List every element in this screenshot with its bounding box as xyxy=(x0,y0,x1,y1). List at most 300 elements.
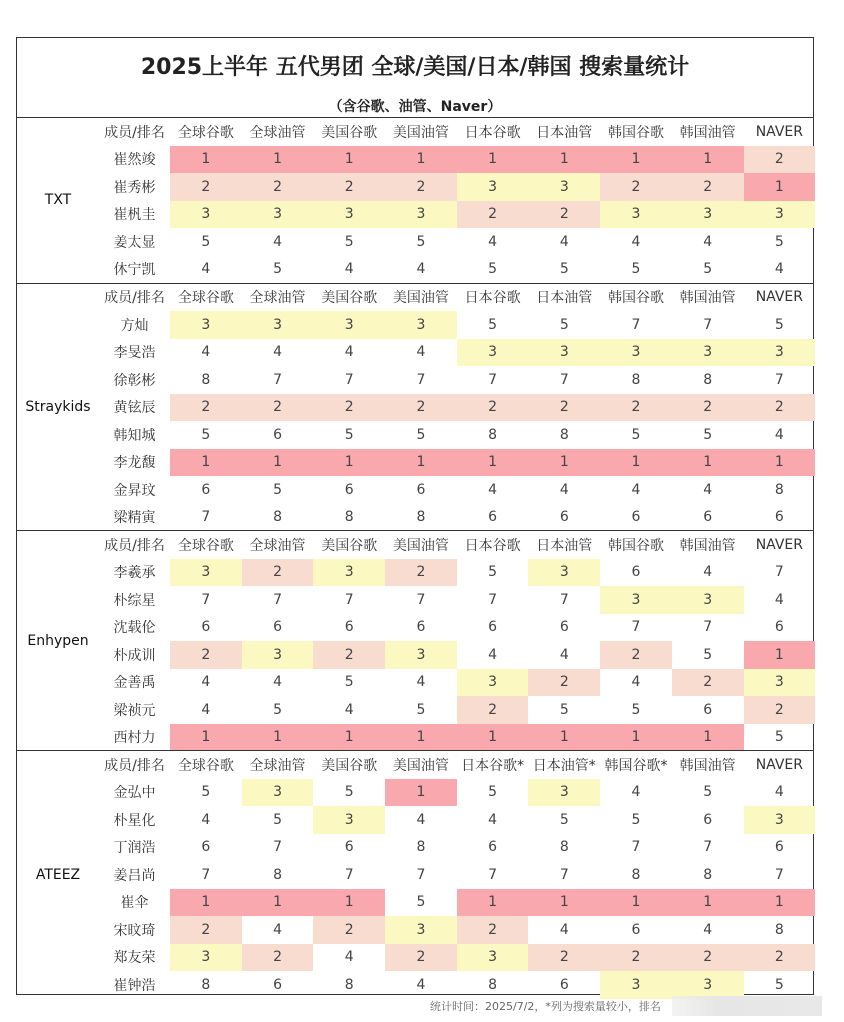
member-name: 沈载伦 xyxy=(113,620,156,637)
rank-cell: 6 xyxy=(631,921,641,938)
rank-cell: 8 xyxy=(416,839,426,856)
rank-cell: 2 xyxy=(313,394,385,422)
stats-sheet xyxy=(16,37,814,995)
rank-cell: 6 xyxy=(774,509,784,526)
column-header: 韩国油管 xyxy=(679,757,736,774)
rank-cell: 4 xyxy=(488,646,498,663)
header-row xyxy=(99,118,813,146)
member-name: 梁祯元 xyxy=(113,702,156,719)
column-header: NAVER xyxy=(755,123,803,140)
rank-cell: 1 xyxy=(170,889,242,917)
rank-cell: 2 xyxy=(457,394,529,422)
rank-cell: 3 xyxy=(313,201,385,229)
column-header: 全球谷歌 xyxy=(177,124,234,141)
column-header: 成员/排名 xyxy=(104,537,165,554)
table-row xyxy=(99,173,813,201)
table-row xyxy=(99,971,813,999)
rank-cell: 2 xyxy=(600,394,672,422)
rank-cell: 2 xyxy=(242,173,314,201)
rank-cell: 6 xyxy=(774,619,784,636)
rank-cell: 1 xyxy=(242,146,314,174)
column-header: NAVER xyxy=(755,756,803,773)
rank-cell: 4 xyxy=(631,233,641,250)
table-row xyxy=(99,669,813,697)
rank-cell: 6 xyxy=(631,564,641,581)
table-row xyxy=(99,586,813,614)
rank-cell: 1 xyxy=(313,724,385,752)
rank-cell: 8 xyxy=(201,976,211,993)
column-header: 日本油管* xyxy=(532,757,596,774)
rank-cell: 7 xyxy=(201,591,211,608)
rank-cell: 5 xyxy=(774,316,784,333)
rank-cell: 7 xyxy=(344,591,354,608)
rank-cell: 5 xyxy=(344,674,354,691)
rank-cell: 4 xyxy=(559,481,569,498)
rank-cell: 4 xyxy=(416,261,426,278)
table-row xyxy=(99,366,813,394)
column-header: 日本谷歌* xyxy=(461,757,525,774)
rank-cell: 1 xyxy=(313,889,385,917)
member-name: 朴星化 xyxy=(113,812,156,829)
rank-cell: 5 xyxy=(488,316,498,333)
table-row xyxy=(99,806,813,834)
member-name: 姜吕尚 xyxy=(113,867,156,884)
table-row xyxy=(99,228,813,256)
rank-cell: 2 xyxy=(744,944,816,972)
rank-cell: 3 xyxy=(744,339,816,367)
group-section xyxy=(17,750,813,998)
rank-cell: 1 xyxy=(457,889,529,917)
member-name: 徐彰彬 xyxy=(113,372,156,389)
column-header: 全球谷歌 xyxy=(177,537,234,554)
table-row xyxy=(99,779,813,807)
column-header: NAVER xyxy=(755,289,803,306)
rank-cell: 4 xyxy=(559,921,569,938)
rank-cell: 4 xyxy=(201,811,211,828)
rank-cell: 2 xyxy=(170,641,242,669)
rank-cell: 5 xyxy=(631,701,641,718)
rank-cell: 5 xyxy=(774,233,784,250)
table-row xyxy=(99,861,813,889)
rank-cell: 5 xyxy=(416,426,426,443)
rank-cell: 1 xyxy=(457,724,529,752)
rank-cell: 2 xyxy=(672,944,744,972)
rank-cell: 2 xyxy=(385,394,457,422)
table-row xyxy=(99,146,813,174)
group-name: Enhypen xyxy=(27,632,89,649)
rank-cell: 5 xyxy=(416,701,426,718)
rank-cell: 5 xyxy=(273,261,282,278)
rank-cell: 5 xyxy=(416,894,426,911)
rank-cell: 4 xyxy=(703,233,713,250)
rank-cell: 2 xyxy=(385,173,457,201)
rank-cell: 1 xyxy=(385,779,457,807)
rank-cell: 4 xyxy=(344,261,354,278)
rank-cell: 7 xyxy=(559,591,569,608)
column-header: 美国谷歌 xyxy=(321,757,378,774)
member-name: 西村力 xyxy=(113,730,156,747)
rank-cell: 4 xyxy=(273,344,282,361)
column-header: 韩国谷歌 xyxy=(607,537,664,554)
rank-cell: 1 xyxy=(170,449,242,477)
rank-cell: 5 xyxy=(488,784,498,801)
rank-cell: 1 xyxy=(528,146,600,174)
rank-cell: 2 xyxy=(672,394,744,422)
member-name: 梁精寅 xyxy=(113,510,156,527)
rank-cell: 5 xyxy=(559,701,569,718)
rank-cell: 4 xyxy=(631,674,641,691)
rank-cell: 5 xyxy=(344,426,354,443)
column-header: 美国谷歌 xyxy=(321,290,378,307)
rank-cell: 3 xyxy=(313,559,385,587)
rank-cell: 1 xyxy=(385,449,457,477)
column-header: 日本油管 xyxy=(536,124,593,141)
rank-cell: 6 xyxy=(344,481,354,498)
column-header: 日本谷歌 xyxy=(464,290,521,307)
column-header: 成员/排名 xyxy=(104,757,165,774)
rank-cell: 7 xyxy=(703,316,713,333)
rank-cell: 3 xyxy=(385,916,457,944)
rank-cell: 3 xyxy=(170,944,242,972)
rank-cell: 3 xyxy=(385,641,457,669)
rank-cell: 7 xyxy=(344,866,354,883)
rank-cell: 3 xyxy=(457,339,529,367)
rank-cell: 5 xyxy=(201,784,211,801)
member-name: 朴成训 xyxy=(113,647,156,664)
member-name: 崔然竣 xyxy=(113,152,156,169)
header-row xyxy=(99,284,813,312)
rank-cell: 7 xyxy=(201,866,211,883)
column-header: 日本谷歌 xyxy=(464,124,521,141)
rank-cell: 7 xyxy=(559,866,569,883)
rank-cell: 8 xyxy=(273,866,282,883)
table-row xyxy=(99,504,813,532)
rank-cell: 8 xyxy=(488,976,498,993)
rank-cell: 8 xyxy=(774,921,784,938)
rank-cell: 7 xyxy=(416,866,426,883)
rank-cell: 6 xyxy=(273,619,282,636)
rank-cell: 1 xyxy=(313,146,385,174)
rank-cell: 5 xyxy=(559,261,569,278)
rank-cell: 3 xyxy=(528,559,600,587)
rank-cell: 6 xyxy=(703,701,713,718)
rank-cell: 1 xyxy=(528,889,600,917)
rank-cell: 4 xyxy=(201,701,211,718)
rank-cell: 8 xyxy=(774,481,784,498)
rank-cell: 7 xyxy=(631,619,641,636)
rank-cell: 7 xyxy=(416,591,426,608)
rank-cell: 4 xyxy=(201,344,211,361)
rank-cell: 7 xyxy=(416,371,426,388)
rank-cell: 1 xyxy=(528,449,600,477)
rank-cell: 3 xyxy=(528,779,600,807)
rank-cell: 6 xyxy=(488,619,498,636)
table-row xyxy=(99,696,813,724)
rank-cell: 3 xyxy=(528,173,600,201)
column-header: 全球谷歌 xyxy=(177,290,234,307)
rank-cell: 8 xyxy=(703,866,713,883)
rank-cell: 6 xyxy=(631,509,641,526)
member-name: 金昇玟 xyxy=(113,482,156,499)
member-name: 崔秀彬 xyxy=(113,179,156,196)
rank-cell: 2 xyxy=(744,696,816,724)
rank-cell: 4 xyxy=(201,261,211,278)
rank-cell: 3 xyxy=(242,201,314,229)
member-name: 李旻浩 xyxy=(113,345,156,362)
table-row xyxy=(99,641,813,669)
rank-cell: 7 xyxy=(273,591,282,608)
rank-cell: 3 xyxy=(600,339,672,367)
rank-cell: 5 xyxy=(488,261,498,278)
rank-cell: 3 xyxy=(385,201,457,229)
column-header: 韩国油管 xyxy=(679,537,736,554)
rank-cell: 1 xyxy=(242,889,314,917)
group-name: Straykids xyxy=(25,398,91,415)
ranking-table xyxy=(17,117,813,998)
rank-cell: 3 xyxy=(672,971,744,999)
rank-cell: 1 xyxy=(600,449,672,477)
rank-cell: 5 xyxy=(344,233,354,250)
rank-cell: 3 xyxy=(242,641,314,669)
column-header: 韩国谷歌 xyxy=(607,290,664,307)
rank-cell: 1 xyxy=(600,146,672,174)
rank-cell: 1 xyxy=(242,449,314,477)
rank-cell: 1 xyxy=(528,724,600,752)
rank-cell: 7 xyxy=(631,316,641,333)
member-name: 崔伞 xyxy=(120,895,149,912)
rank-cell: 3 xyxy=(170,311,242,339)
rank-cell: 8 xyxy=(703,371,713,388)
member-name: 休宁凯 xyxy=(113,262,156,279)
rank-cell: 1 xyxy=(170,146,242,174)
rank-cell: 3 xyxy=(457,173,529,201)
rank-cell: 7 xyxy=(488,866,498,883)
member-name: 韩知城 xyxy=(113,427,156,444)
rank-cell: 4 xyxy=(416,976,426,993)
rank-cell: 2 xyxy=(744,394,816,422)
member-name: 姜太显 xyxy=(113,234,156,251)
rank-cell: 6 xyxy=(201,481,211,498)
rank-cell: 3 xyxy=(170,201,242,229)
rank-cell: 1 xyxy=(457,146,529,174)
rank-cell: 1 xyxy=(744,641,816,669)
rank-cell: 3 xyxy=(313,806,385,834)
rank-cell: 3 xyxy=(600,201,672,229)
member-name: 崔杋圭 xyxy=(113,207,156,224)
rank-cell: 2 xyxy=(313,641,385,669)
table-row xyxy=(99,421,813,449)
rank-cell: 8 xyxy=(416,509,426,526)
rank-cell: 1 xyxy=(744,173,816,201)
rank-cell: 3 xyxy=(170,559,242,587)
rank-cell: 4 xyxy=(703,564,713,581)
rank-cell: 4 xyxy=(559,646,569,663)
rank-cell: 5 xyxy=(559,316,569,333)
rank-cell: 5 xyxy=(201,233,211,250)
member-name: 朴综星 xyxy=(113,592,156,609)
rank-cell: 2 xyxy=(600,173,672,201)
table-row xyxy=(99,944,813,972)
rank-cell: 4 xyxy=(774,261,784,278)
table-row xyxy=(99,889,813,917)
rank-cell: 4 xyxy=(488,481,498,498)
rank-cell: 4 xyxy=(631,481,641,498)
rank-cell: 5 xyxy=(273,701,282,718)
rank-cell: 2 xyxy=(672,669,744,697)
column-header: NAVER xyxy=(755,536,803,553)
rank-cell: 1 xyxy=(242,724,314,752)
rank-cell: 4 xyxy=(703,481,713,498)
column-header: 全球谷歌 xyxy=(177,757,234,774)
footer-note: 统计时间：2025/7/2，*列为搜索量较小，排名 xyxy=(430,1000,661,1013)
rank-cell: 8 xyxy=(559,426,569,443)
member-name: 金善禹 xyxy=(113,675,156,692)
column-header: 全球油管 xyxy=(249,124,306,141)
rank-cell: 1 xyxy=(385,724,457,752)
rank-cell: 2 xyxy=(528,669,600,697)
rank-cell: 3 xyxy=(600,586,672,614)
rank-cell: 8 xyxy=(559,839,569,856)
rank-cell: 2 xyxy=(170,173,242,201)
rank-cell: 6 xyxy=(416,619,426,636)
rank-cell: 6 xyxy=(344,619,354,636)
rank-cell: 5 xyxy=(344,784,354,801)
page-title: 2025上半年 五代男团 全球/美国/日本/韩国 搜索量统计 xyxy=(140,55,690,80)
table-row xyxy=(99,394,813,422)
rank-cell: 5 xyxy=(631,261,641,278)
group-name: ATEEZ xyxy=(35,866,81,883)
table-row xyxy=(99,449,813,477)
rank-cell: 3 xyxy=(744,806,816,834)
rank-cell: 1 xyxy=(170,724,242,752)
rank-cell: 4 xyxy=(416,811,426,828)
rank-cell: 3 xyxy=(528,339,600,367)
column-header: 成员/排名 xyxy=(104,124,165,141)
rank-cell: 2 xyxy=(457,696,529,724)
column-header: 韩国油管 xyxy=(679,124,736,141)
table-row xyxy=(99,476,813,504)
member-name: 宋旼琦 xyxy=(113,922,156,939)
rank-cell: 5 xyxy=(774,729,784,746)
rank-cell: 7 xyxy=(774,371,784,388)
rank-cell: 2 xyxy=(528,201,600,229)
rank-cell: 6 xyxy=(774,839,784,856)
rank-cell: 6 xyxy=(488,839,498,856)
rank-cell: 1 xyxy=(672,146,744,174)
rank-cell: 5 xyxy=(703,261,713,278)
rank-cell: 6 xyxy=(416,481,426,498)
rank-cell: 6 xyxy=(201,839,211,856)
rank-cell: 3 xyxy=(744,669,816,697)
rank-cell: 8 xyxy=(201,371,211,388)
table-row xyxy=(99,339,813,367)
rank-cell: 4 xyxy=(344,949,354,966)
rank-cell: 4 xyxy=(344,344,354,361)
rank-cell: 5 xyxy=(273,811,282,828)
table-row xyxy=(99,724,813,752)
rank-cell: 2 xyxy=(744,146,816,174)
rank-cell: 4 xyxy=(273,674,282,691)
rank-cell: 1 xyxy=(313,449,385,477)
rank-cell: 3 xyxy=(744,201,816,229)
rank-cell: 4 xyxy=(488,233,498,250)
rank-cell: 8 xyxy=(344,976,354,993)
rank-cell: 4 xyxy=(703,921,713,938)
rank-cell: 2 xyxy=(672,173,744,201)
rank-cell: 4 xyxy=(488,811,498,828)
rank-cell: 5 xyxy=(774,976,784,993)
rank-cell: 2 xyxy=(457,201,529,229)
column-header: 美国油管 xyxy=(392,537,449,554)
rank-cell: 1 xyxy=(744,889,816,917)
page-subtitle: （含谷歌、油管、Naver） xyxy=(328,99,502,115)
rank-cell: 7 xyxy=(201,509,211,526)
rank-cell: 2 xyxy=(242,559,314,587)
rank-cell: 7 xyxy=(774,564,784,581)
rank-cell: 4 xyxy=(559,233,569,250)
rank-cell: 5 xyxy=(488,564,498,581)
rank-cell: 5 xyxy=(703,646,713,663)
rank-cell: 6 xyxy=(344,839,354,856)
member-name: 李龙馥 xyxy=(113,455,156,472)
rank-cell: 7 xyxy=(488,371,498,388)
group-section xyxy=(17,117,813,283)
column-header: 美国油管 xyxy=(392,757,449,774)
member-name: 丁润浩 xyxy=(113,840,156,857)
rank-cell: 6 xyxy=(559,619,569,636)
rank-cell: 3 xyxy=(672,586,744,614)
rank-cell: 7 xyxy=(631,839,641,856)
rank-cell: 5 xyxy=(631,426,641,443)
column-header: 美国谷歌 xyxy=(321,537,378,554)
rank-cell: 4 xyxy=(416,674,426,691)
rank-cell: 3 xyxy=(313,311,385,339)
rank-cell: 2 xyxy=(313,173,385,201)
table-row xyxy=(99,256,813,284)
rank-cell: 5 xyxy=(273,481,282,498)
rank-cell: 7 xyxy=(774,866,784,883)
member-name: 李羲承 xyxy=(113,565,156,582)
rank-cell: 5 xyxy=(559,811,569,828)
rank-cell: 6 xyxy=(273,976,282,993)
rank-cell: 2 xyxy=(242,394,314,422)
column-header: 韩国谷歌 xyxy=(607,124,664,141)
rank-cell: 1 xyxy=(600,889,672,917)
table-row xyxy=(99,559,813,587)
rank-cell: 4 xyxy=(774,784,784,801)
rank-cell: 4 xyxy=(774,426,784,443)
rank-cell: 5 xyxy=(201,426,211,443)
member-name: 崔钟浩 xyxy=(113,977,156,994)
rank-cell: 4 xyxy=(201,674,211,691)
member-name: 金弘中 xyxy=(113,785,156,802)
rank-cell: 3 xyxy=(242,779,314,807)
rank-cell: 3 xyxy=(457,669,529,697)
rank-cell: 6 xyxy=(559,509,569,526)
watermark-overlay xyxy=(672,996,822,1016)
rank-cell: 2 xyxy=(170,916,242,944)
rank-cell: 4 xyxy=(344,701,354,718)
rank-cell: 7 xyxy=(703,619,713,636)
rank-cell: 6 xyxy=(703,811,713,828)
rank-cell: 7 xyxy=(344,371,354,388)
rank-cell: 2 xyxy=(385,559,457,587)
rank-cell: 8 xyxy=(344,509,354,526)
rank-cell: 1 xyxy=(672,724,744,752)
rank-cell: 2 xyxy=(528,394,600,422)
rank-cell: 3 xyxy=(457,944,529,972)
group-section xyxy=(17,283,813,531)
